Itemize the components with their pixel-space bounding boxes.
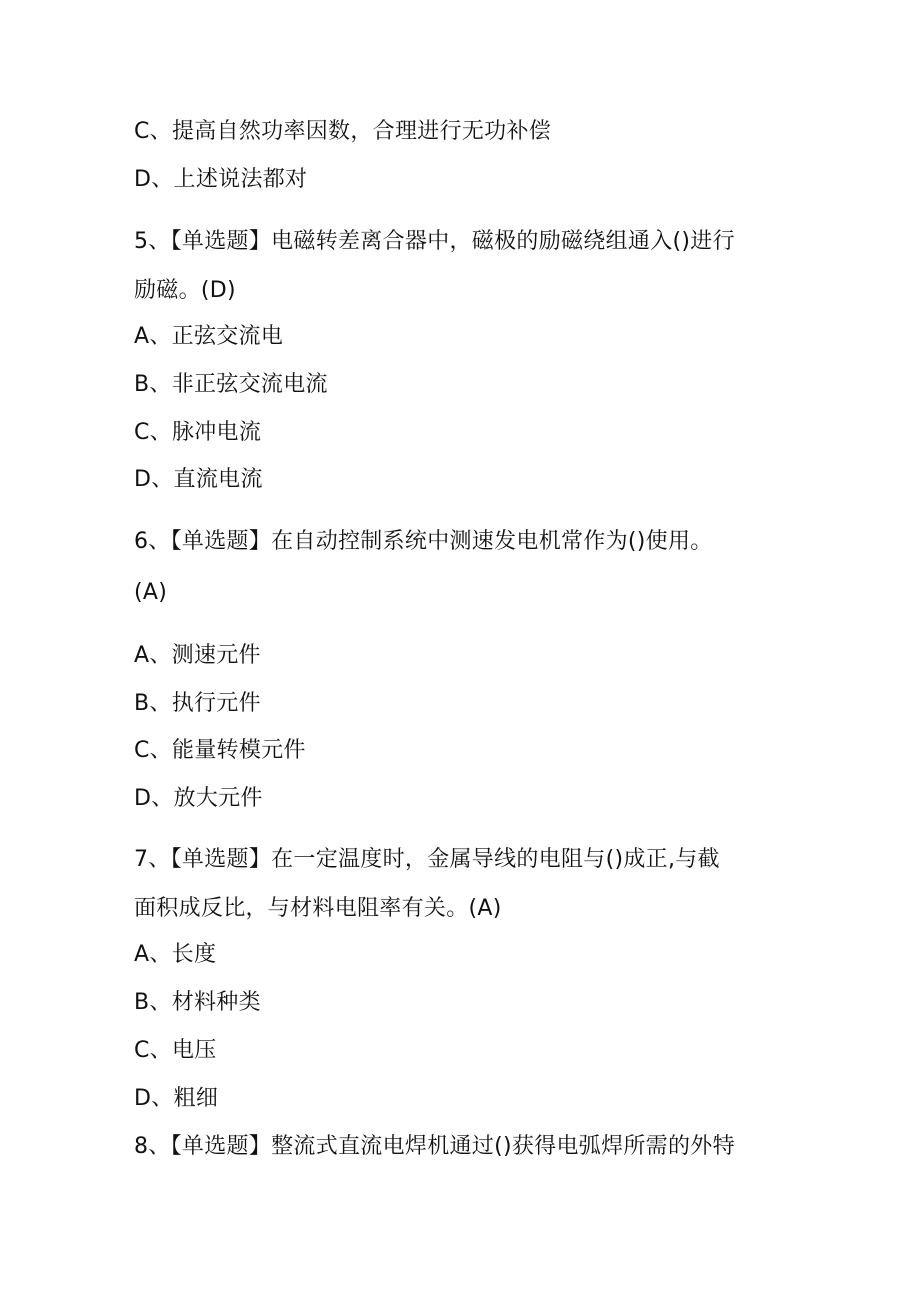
q7-option-d: D、粗细 [134,1086,219,1111]
q7-question-line-1: 7、【单选题】在一定温度时，金属导线的电阻与()成正,与截 [134,847,720,872]
q4-option-c: C、提高自然功率因数，合理进行无功补偿 [134,119,552,144]
q7-option-b: B、材料种类 [134,990,261,1015]
q5-option-d: D、直流电流 [134,467,263,492]
q6-option-c: C、能量转模元件 [134,738,306,763]
q7-option-a: A、长度 [134,942,217,967]
q5-option-a: A、正弦交流电 [134,324,284,349]
q7-option-c: C、电压 [134,1038,217,1063]
q6-question-line-1: 6、【单选题】在自动控制系统中测速发电机常作为()使用。 [134,529,713,554]
q5-question-line-2: 励磁。(D) [134,278,236,303]
q6-option-b: B、执行元件 [134,691,261,716]
q6-option-d: D、放大元件 [134,786,263,811]
q7-question-line-2: 面积成反比，与材料电阻率有关。(A) [134,896,502,921]
q6-option-a: A、测速元件 [134,643,261,668]
q5-question-line-1: 5、【单选题】电磁转差离合器中，磁极的励磁绕组通入()进行 [134,229,735,254]
q6-question-line-2: (A) [134,580,168,605]
q8-question-line-1: 8、【单选题】整流式直流电焊机通过()获得电弧焊所需的外特 [134,1134,735,1159]
q5-option-c: C、脉冲电流 [134,420,262,445]
q5-option-b: B、非正弦交流电流 [134,372,328,397]
q4-option-d: D、上述说法都对 [134,167,308,192]
